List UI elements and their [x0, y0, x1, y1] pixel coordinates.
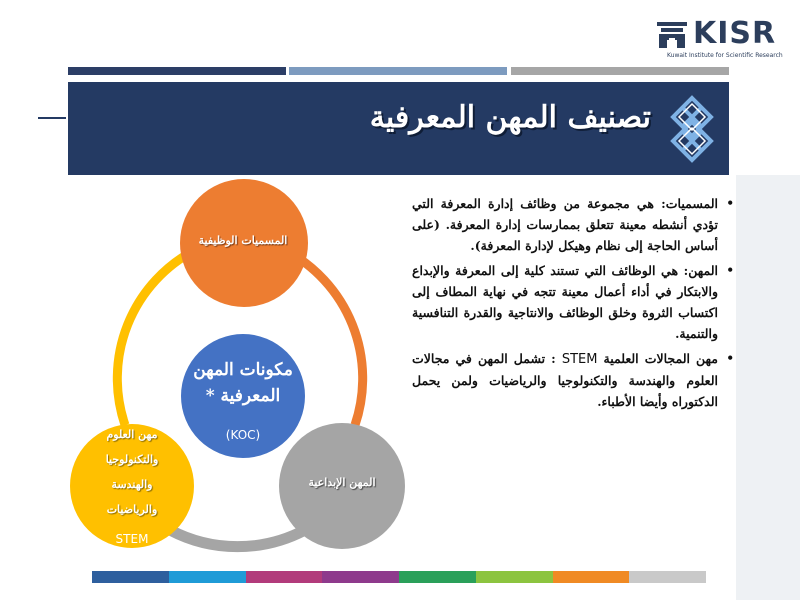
kisr-emblem-icon: [655, 20, 689, 50]
bullet-item-professions: [412, 260, 736, 344]
koc-diagram: [70, 170, 410, 570]
stem-line: مهن العلوم: [106, 428, 158, 441]
bottom-stripe-2: [169, 571, 246, 583]
logo-subtitle: Kuwait Institute for Scientific Research: [667, 52, 783, 59]
bullet-item-stem: [412, 348, 736, 412]
bottom-stripe-3: [246, 571, 323, 583]
bullet-dot: •: [726, 196, 734, 210]
stem-line: والرياضيات: [106, 503, 158, 516]
bullet-text-prefix: مهن المجالات العلمية: [603, 351, 718, 366]
top-stripe-gray: [511, 67, 729, 75]
bullet-dot: •: [726, 351, 734, 365]
label-stem-professions: [86, 422, 178, 522]
left-dash-line: [38, 117, 66, 119]
title-banner: [68, 82, 729, 175]
bottom-stripe-5: [399, 571, 476, 583]
bottom-stripe-1: [92, 571, 169, 583]
label-koc: (KOC): [225, 428, 261, 442]
bullet-text: المسميات: هي مجموعة من وظائف إدارة المعرفة التي تؤدي أنشطه معينة تتعلق بممارسات إدارة المعرفة. (على أساس الحاجة إلى نظام وهيكل لإدارة المعرفة).: [412, 196, 718, 253]
top-stripe-blue: [289, 67, 507, 75]
bottom-stripe-4: [322, 571, 399, 583]
slide-title: تصنيف المهن المعرفية: [369, 100, 651, 135]
stem-line: والهندسة: [111, 478, 153, 491]
bottom-color-stripes: [92, 571, 706, 583]
bullet-list: [412, 193, 736, 416]
kisr-logo: [655, 14, 785, 64]
label-center-line1: مكونات المهن: [193, 360, 293, 380]
edge-background: [736, 175, 800, 600]
bullet-text: المهن: هي الوظائف التي تستند كلية إلى المعرفة والإبداع والابتكار في أداء أعمال معينة تتجه في نهاية المطاف إلى اكتساب الثروة وخلق الوظائف والانتاجية والقدرة التنافسية والتنمية.: [412, 263, 718, 341]
bullet-item-titles: [412, 193, 736, 256]
label-job-titles: المسميات الوظيفية: [198, 234, 288, 247]
knot-icon: [667, 94, 717, 164]
bottom-stripe-7: [553, 571, 630, 583]
stem-line: والتكنولوجيا: [105, 453, 159, 466]
label-creative: المهن الإبداعية: [308, 476, 376, 489]
bottom-stripe-8: [629, 571, 706, 583]
bullet-stem-word: STEM: [561, 352, 598, 367]
bullet-text-suffix: : تشمل المهن في مجالات العلوم والهندسة والتكنولوجيا والرياضيات ولمن يحمل الدكتوراه وأيضا الأطباء.: [412, 351, 718, 409]
bottom-stripe-6: [476, 571, 553, 583]
logo-wordmark: KISR: [693, 16, 777, 51]
label-stem-en: STEM: [115, 532, 149, 546]
label-center-line2: المعرفية *: [205, 386, 281, 406]
bullet-dot: •: [726, 263, 734, 277]
ring-arc-gray: [170, 530, 305, 547]
top-stripe-navy: [68, 67, 286, 75]
